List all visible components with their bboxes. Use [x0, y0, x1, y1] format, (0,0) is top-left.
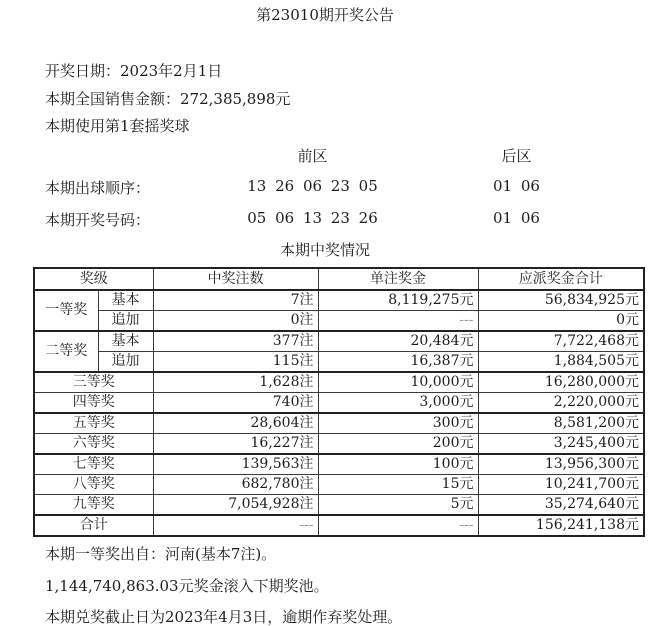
- cell-type: 追加: [98, 311, 153, 332]
- cell-total-prize: 3,245,400元: [478, 434, 644, 455]
- cell-count: 1,628注: [153, 372, 318, 393]
- cell-level: 七等奖: [34, 454, 153, 475]
- cell-count: 16,227注: [153, 434, 318, 455]
- cell-type: 基本: [98, 331, 153, 352]
- cell-level: 九等奖: [34, 495, 153, 516]
- rollover-line: 1,144,740,863.03元奖金滚入下期奖池。: [45, 577, 329, 595]
- table-header-row: [34, 268, 644, 290]
- cell-total-prize: 0元: [478, 311, 644, 332]
- cell-level: 四等奖: [34, 393, 153, 414]
- page-title: 第23010期开奖公告: [256, 6, 394, 24]
- draw-order-label: 本期出球顺序：: [45, 179, 151, 197]
- table-row: [34, 434, 644, 455]
- cell-single-prize: ---: [318, 311, 478, 332]
- cell-count: 682,780注: [153, 475, 318, 495]
- cell-level: 八等奖: [34, 475, 153, 495]
- table-row: [34, 495, 644, 516]
- cell-level: 五等奖: [34, 413, 153, 434]
- cell-level: 六等奖: [34, 434, 153, 455]
- cell-total-prize: 7,722,468元: [478, 331, 644, 352]
- deadline-line: 本期兑奖截止日为2023年4月3日，逾期作弃奖处理。: [45, 608, 403, 626]
- prize-table-title: 本期中奖情况: [279, 241, 370, 259]
- cell-level: 一等奖: [34, 290, 98, 331]
- draw-date-line: 开奖日期：2023年2月1日: [45, 62, 223, 80]
- cell-count: 377注: [153, 331, 318, 352]
- table-row: [34, 393, 644, 414]
- winning-back-numbers: 01 06: [493, 209, 540, 227]
- cell-level: 二等奖: [34, 331, 98, 372]
- cell-total-prize: 35,274,640元: [478, 495, 644, 516]
- back-zone-header: 后区: [501, 147, 532, 165]
- table-row-total: [34, 515, 644, 536]
- cell-single-prize: 3,000元: [318, 393, 478, 414]
- winning-front-numbers: 05 06 13 23 26: [247, 209, 378, 227]
- table-row: [34, 372, 644, 393]
- cell-type: 基本: [98, 290, 153, 311]
- table-row: [34, 290, 644, 311]
- winning-numbers-label: 本期开奖号码：: [45, 211, 151, 229]
- table-row: [34, 413, 644, 434]
- cell-level: 三等奖: [34, 372, 153, 393]
- cell-total-prize: 16,280,000元: [478, 372, 644, 393]
- cell-level: 合计: [34, 515, 153, 536]
- cell-single-prize: 5元: [318, 495, 478, 516]
- table-row: [34, 352, 644, 373]
- cell-count: 0注: [153, 311, 318, 332]
- national-sales-line: 本期全国销售金额：272,385,898元: [45, 90, 291, 108]
- cell-total-prize: 13,956,300元: [478, 454, 644, 475]
- cell-count: 7注: [153, 290, 318, 311]
- table-row: [34, 311, 644, 332]
- col-header-total-prize: 应派奖金合计: [478, 268, 644, 290]
- cell-count: 7,054,928注: [153, 495, 318, 516]
- col-header-single-prize: 单注奖金: [318, 268, 478, 290]
- cell-total-prize: 156,241,138元: [478, 515, 644, 536]
- cell-total-prize: 8,581,200元: [478, 413, 644, 434]
- front-zone-header: 前区: [297, 147, 328, 165]
- cell-count: 115注: [153, 352, 318, 373]
- cell-count: ---: [153, 515, 318, 536]
- cell-single-prize: 8,119,275元: [318, 290, 478, 311]
- cell-type: 追加: [98, 352, 153, 373]
- cell-single-prize: 100元: [318, 454, 478, 475]
- cell-single-prize: 16,387元: [318, 352, 478, 373]
- cell-count: 740注: [153, 393, 318, 414]
- cell-single-prize: 10,000元: [318, 372, 478, 393]
- cell-total-prize: 10,241,700元: [478, 475, 644, 495]
- table-row: [34, 475, 644, 495]
- col-header-count: 中奖注数: [153, 268, 318, 290]
- cell-single-prize: ---: [318, 515, 478, 536]
- table-row: [34, 331, 644, 352]
- cell-single-prize: 300元: [318, 413, 478, 434]
- cell-count: 28,604注: [153, 413, 318, 434]
- table-row: [34, 454, 644, 475]
- ball-set-line: 本期使用第1套摇奖球: [45, 117, 190, 135]
- cell-total-prize: 1,884,505元: [478, 352, 644, 373]
- cell-total-prize: 2,220,000元: [478, 393, 644, 414]
- prize-table: [33, 267, 645, 537]
- draw-order-back-numbers: 01 06: [493, 177, 540, 195]
- cell-single-prize: 200元: [318, 434, 478, 455]
- cell-total-prize: 56,834,925元: [478, 290, 644, 311]
- cell-single-prize: 15元: [318, 475, 478, 495]
- draw-order-front-numbers: 13 26 06 23 05: [247, 177, 378, 195]
- cell-single-prize: 20,484元: [318, 331, 478, 352]
- col-header-level: 奖级: [34, 268, 153, 290]
- cell-count: 139,563注: [153, 454, 318, 475]
- first-prize-origin-line: 本期一等奖出自：河南(基本7注)。: [45, 545, 277, 563]
